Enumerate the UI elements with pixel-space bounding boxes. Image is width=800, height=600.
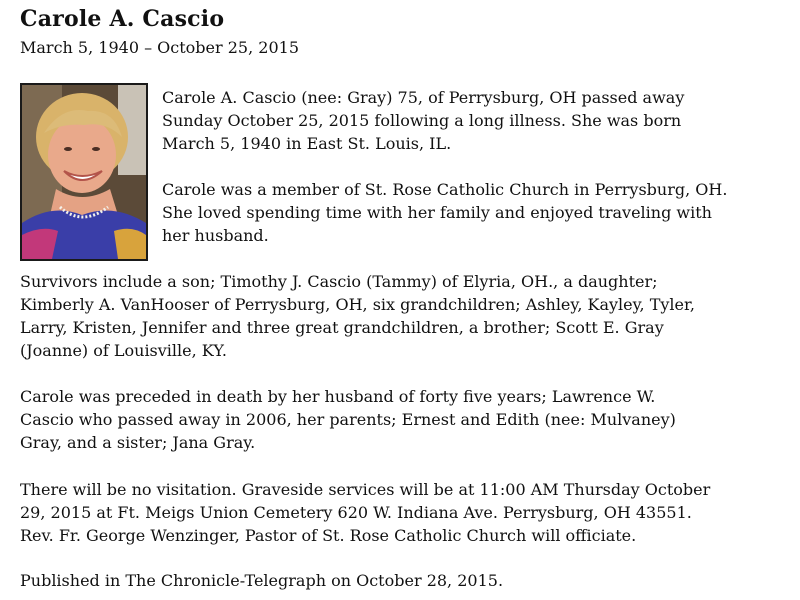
obituary-dates: March 5, 1940 – October 25, 2015: [20, 38, 299, 57]
text-line: Gray, and a sister; Jana Gray.: [20, 433, 256, 452]
text-line: Sunday October 25, 2015 following a long illness. She was born: [162, 111, 682, 130]
paragraph-preceded-in-death: [20, 385, 676, 454]
text-line: March 5, 1940 in East St. Louis, IL.: [162, 134, 452, 153]
paragraph-services: [20, 478, 710, 547]
text-line: Larry, Kristen, Jennifer and three great grandchildren, a brother; Scott E. Gray: [20, 318, 664, 337]
text-line: Carole was preceded in death by her husband of forty five years; Lawrence W.: [20, 387, 656, 406]
text-line: (Joanne) of Louisville, KY.: [20, 341, 227, 360]
text-line: Cascio who passed away in 2006, her parents; Ernest and Edith (nee: Mulvaney): [20, 410, 676, 429]
text-line: Kimberly A. VanHooser of Perrysburg, OH, six grandchildren; Ashley, Kayley, Tyler,: [20, 295, 695, 314]
text-line: Rev. Fr. George Wenzinger, Pastor of St. Rose Catholic Church will officiate.: [20, 526, 637, 545]
text-line: Carole A. Cascio (nee: Gray) 75, of Perrysburg, OH passed away: [162, 88, 685, 107]
text-line: Survivors include a son; Timothy J. Cascio (Tammy) of Elyria, OH., a daughter;: [20, 272, 658, 291]
portrait-photo: [20, 83, 148, 261]
portrait-illustration: [22, 85, 146, 259]
paragraph-death-notice: [162, 86, 684, 155]
text-line: Carole was a member of St. Rose Catholic Church in Perrysburg, OH.: [162, 180, 728, 199]
text-line: There will be no visitation. Graveside services will be at 11:00 AM Thursday October: [20, 480, 711, 499]
text-line: her husband.: [162, 226, 269, 245]
paragraph-publication: [20, 569, 503, 592]
paragraph-church-family: [162, 178, 727, 247]
paragraph-survivors: [20, 270, 695, 362]
obituary-name: Carole A. Cascio: [20, 6, 225, 32]
text-line: Published in The Chronicle-Telegraph on October 28, 2015.: [20, 571, 504, 590]
text-line: She loved spending time with her family and enjoyed traveling with: [162, 203, 712, 222]
text-line: 29, 2015 at Ft. Meigs Union Cemetery 620 W. Indiana Ave. Perrysburg, OH 43551.: [20, 503, 692, 522]
